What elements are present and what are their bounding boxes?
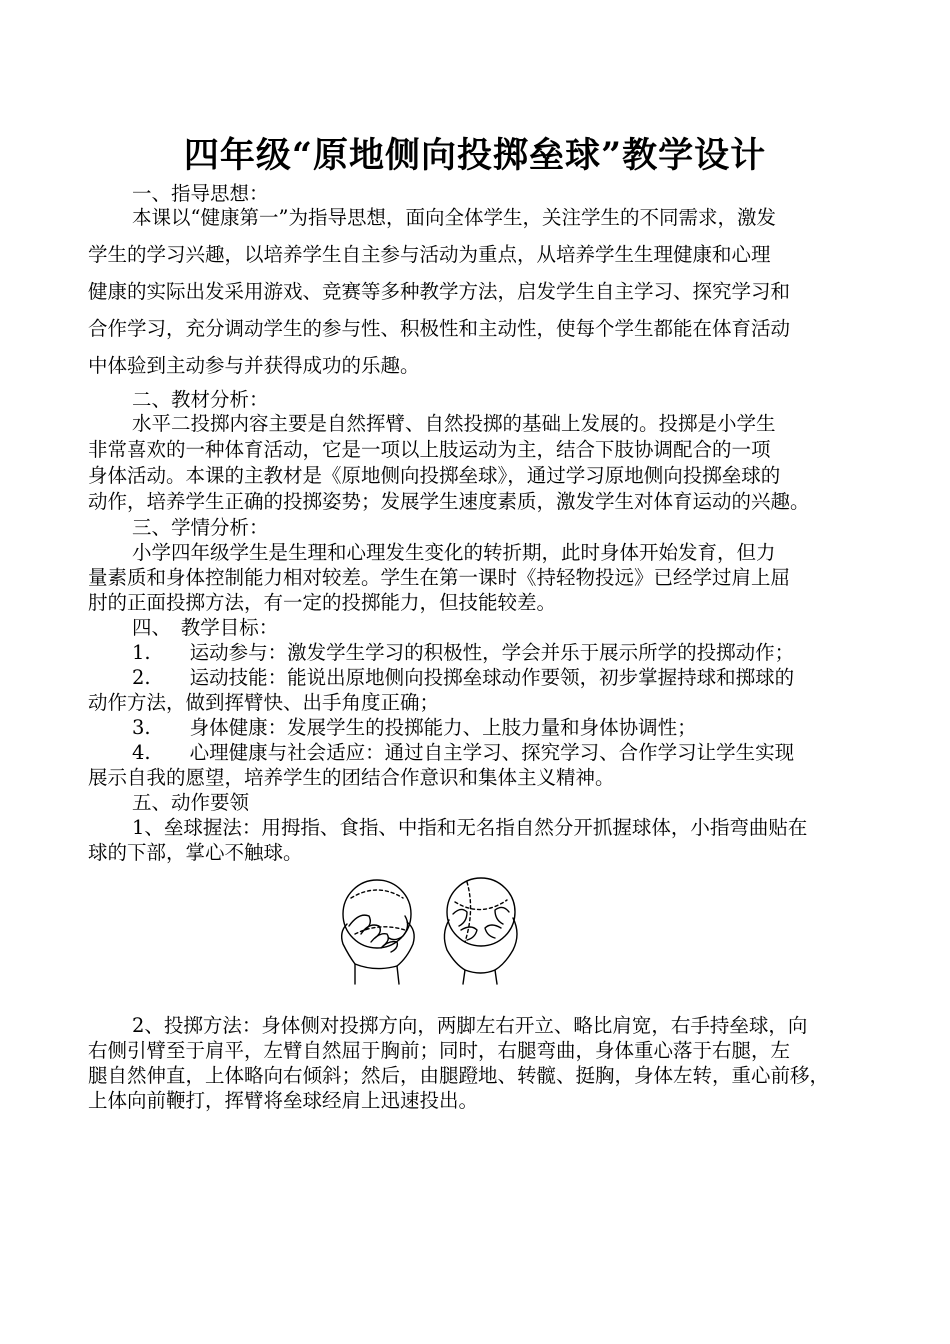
- list-item: 1. 运动参与：激发学生学习的积极性，学会并乐于展示所学的投掷动作；: [132, 641, 795, 664]
- paragraph-line: 小学四年级学生是生理和心理发生变化的转折期，此时身体开始发育，但力: [132, 541, 776, 564]
- paragraph-line: 动作，培养学生正确的投掷姿势；发展学生速度素质，激发学生对体育运动的兴趣。: [88, 490, 810, 513]
- paragraph-line: 身体活动。本课的主教材是《原地侧向投掷垒球》，通过学习原地侧向投掷垒球的: [88, 464, 781, 487]
- paragraph-line: 本课以“健康第一”为指导思想，面向全体学生，关注学生的不同需求，激发: [132, 206, 776, 229]
- paragraph-line: 展示自我的愿望，培养学生的团结合作意识和集体主义精神。: [88, 766, 615, 789]
- paragraph-line: 水平二投掷内容主要是自然挥臂、自然投掷的基础上发展的。投掷是小学生: [132, 412, 776, 435]
- paragraph-line: 非常喜欢的一种体育活动，它是一项以上肢运动为主，结合下肢协调配合的一项: [88, 438, 771, 461]
- paragraph-line: 球的下部，掌心不触球。: [88, 841, 303, 864]
- paragraph-line: 肘的正面投掷方法，有一定的投掷能力，但技能较差。: [88, 591, 557, 614]
- paragraph-line: 健康的实际出发采用游戏、竞赛等多种教学方法，启发学生自主学习、探究学习和: [88, 280, 791, 303]
- section-heading: 二、教材分析：: [132, 388, 269, 411]
- paragraph-line: 动作方法，做到挥臂快、出手角度正确；: [88, 691, 440, 714]
- softball-grip-illustration: [325, 872, 535, 987]
- paragraph-line: 合作学习，充分调动学生的参与性、积极性和主动性，使每个学生都能在体育活动: [88, 317, 791, 340]
- list-item: 2. 运动技能：能说出原地侧向投掷垒球动作要领，初步掌握持球和掷球的: [132, 666, 795, 689]
- page-title: 四年级“原地侧向投掷垒球”教学设计: [183, 135, 767, 176]
- paragraph-line: 腿自然伸直，上体略向右倾斜；然后，由腿蹬地、转髋、挺胸，身体左转，重心前移，: [88, 1064, 830, 1087]
- list-item: 4. 心理健康与社会适应：通过自主学习、探究学习、合作学习让学生实现: [132, 741, 795, 764]
- section-heading: 一、指导思想：: [132, 182, 269, 205]
- paragraph-line: 学生的学习兴趣，以培养学生自主参与活动为重点，从培养学生生理健康和心理: [88, 243, 771, 266]
- paragraph-line: 右侧引臂至于肩平，左臂自然屈于胸前；同时，右腿弯曲，身体重心落于右腿，左: [88, 1039, 791, 1062]
- paragraph-line: 2、投掷方法：身体侧对投掷方向，两脚左右开立、略比肩宽，右手持垒球，向: [132, 1014, 808, 1037]
- paragraph-line: 上体向前鞭打，挥臂将垒球经肩上迅速投出。: [88, 1089, 479, 1112]
- paragraph-line: 中体验到主动参与并获得成功的乐趣。: [88, 354, 420, 377]
- ball-grip-side-view: [444, 878, 517, 984]
- paragraph-line: 量素质和身体控制能力相对较差。学生在第一课时《持轻物投远》已经学过肩上屈: [88, 566, 791, 589]
- section-heading: 五、动作要领: [132, 791, 250, 814]
- ball-grip-front-view: [342, 880, 414, 984]
- section-heading: 三、学情分析：: [132, 516, 269, 539]
- section-heading: 四、 教学目标：: [132, 616, 279, 639]
- list-item: 3. 身体健康：发展学生的投掷能力、上肢力量和身体协调性；: [132, 716, 697, 739]
- paragraph-line: 1、垒球握法：用拇指、食指、中指和无名指自然分开抓握球体，小指弯曲贴在: [132, 816, 808, 839]
